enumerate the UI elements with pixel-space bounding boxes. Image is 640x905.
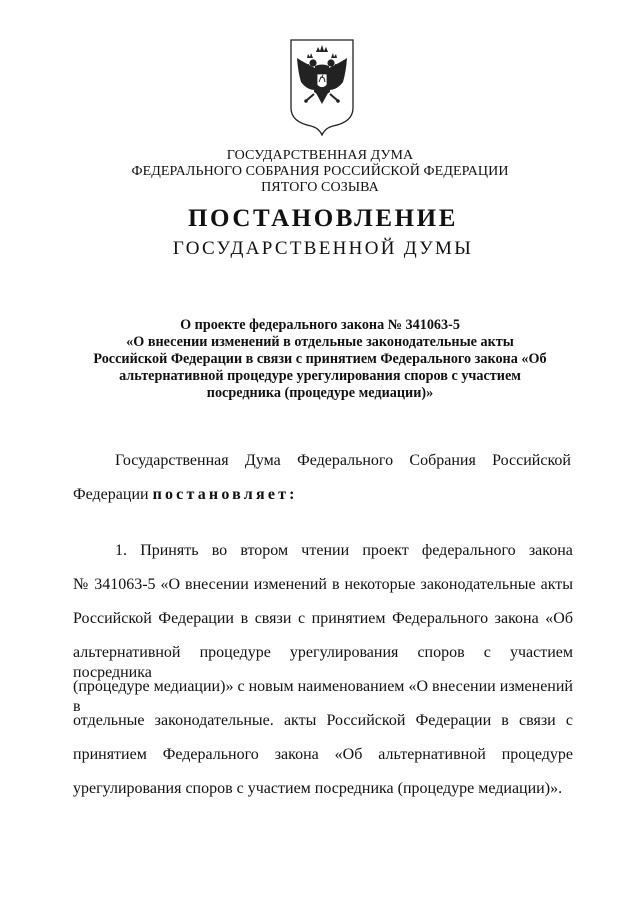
item1-line-4: альтернативной процедуре урегулирования споров с участием посредника [73,644,573,681]
item1-word: втором [240,542,289,559]
preamble-line-1 [115,451,571,471]
item1-word: альтернативной [378,746,486,763]
item1-word: принятием [73,746,147,763]
item1-word: закона [274,746,319,763]
preamble-federation-word: Федерации [73,486,149,503]
item1-word: Принять [140,542,199,559]
russian-coat-of-arms-icon [289,38,355,136]
title-line-3: Российской Федерации в связи с принятием Федерального закона «Об [93,351,547,367]
title-line-1: О проекте федерального закона № 341063-5 [180,317,460,333]
preamble-verb: постановляет: [152,486,298,503]
preamble-word: Собрания [409,452,476,469]
item1-word: федерального [421,542,516,559]
preamble-line-2 [73,485,298,505]
item1-line-6: отдельные законодательные. акты Российской Федерации в связи с [73,712,573,729]
title-line-4: альтернативной процедуре урегулирования споров с участием [119,368,521,384]
preamble-word: Российской [492,452,571,469]
item1-word: 1. [115,542,127,559]
item1-word: во [211,542,228,559]
item1-line-2: № 341063-5 «О внесении изменений в некоторые законодательные акты [73,576,573,593]
item1-line-7 [73,745,573,765]
item1-word: «Об [334,746,363,763]
item1-line-3: Российской Федерации в связи с принятием Федерального закона «Об [73,610,573,627]
header-org-line-3: ПЯТОГО СОЗЫВА [261,180,379,195]
item1-word: закона [528,542,573,559]
document-issuer-heading: ГОСУДАРСТВЕННОЙ ДУМЫ [172,238,474,259]
document-type-heading: ПОСТАНОВЛЕНИЕ [187,205,459,232]
preamble-word: Федерального [297,452,394,469]
preamble-word: Дума [244,452,281,469]
item1-word: Федерального [162,746,259,763]
header-org-line-1: ГОСУДАРСТВЕННАЯ ДУМА [226,148,414,163]
item1-word: процедуре [501,746,573,763]
title-line-5: посредника (процедуре медиации)» [206,385,434,401]
item1-line-5: (процедуре медиации)» с новым наименованием «О внесении изменений в [73,678,573,715]
item1-word: чтении [301,542,350,559]
item1-line-1 [115,541,573,561]
item1-line-8: урегулирования споров с участием посредника (процедуре медиации)». [73,780,563,797]
title-line-2: «О внесении изменений в отдельные законодательные акты [126,334,514,350]
header-org-line-2: ФЕДЕРАЛЬНОГО СОБРАНИЯ РОССИЙСКОЙ ФЕДЕРАЦИИ [131,164,509,179]
item1-word: проект [362,542,409,559]
preamble-word: Государственная [115,452,229,469]
